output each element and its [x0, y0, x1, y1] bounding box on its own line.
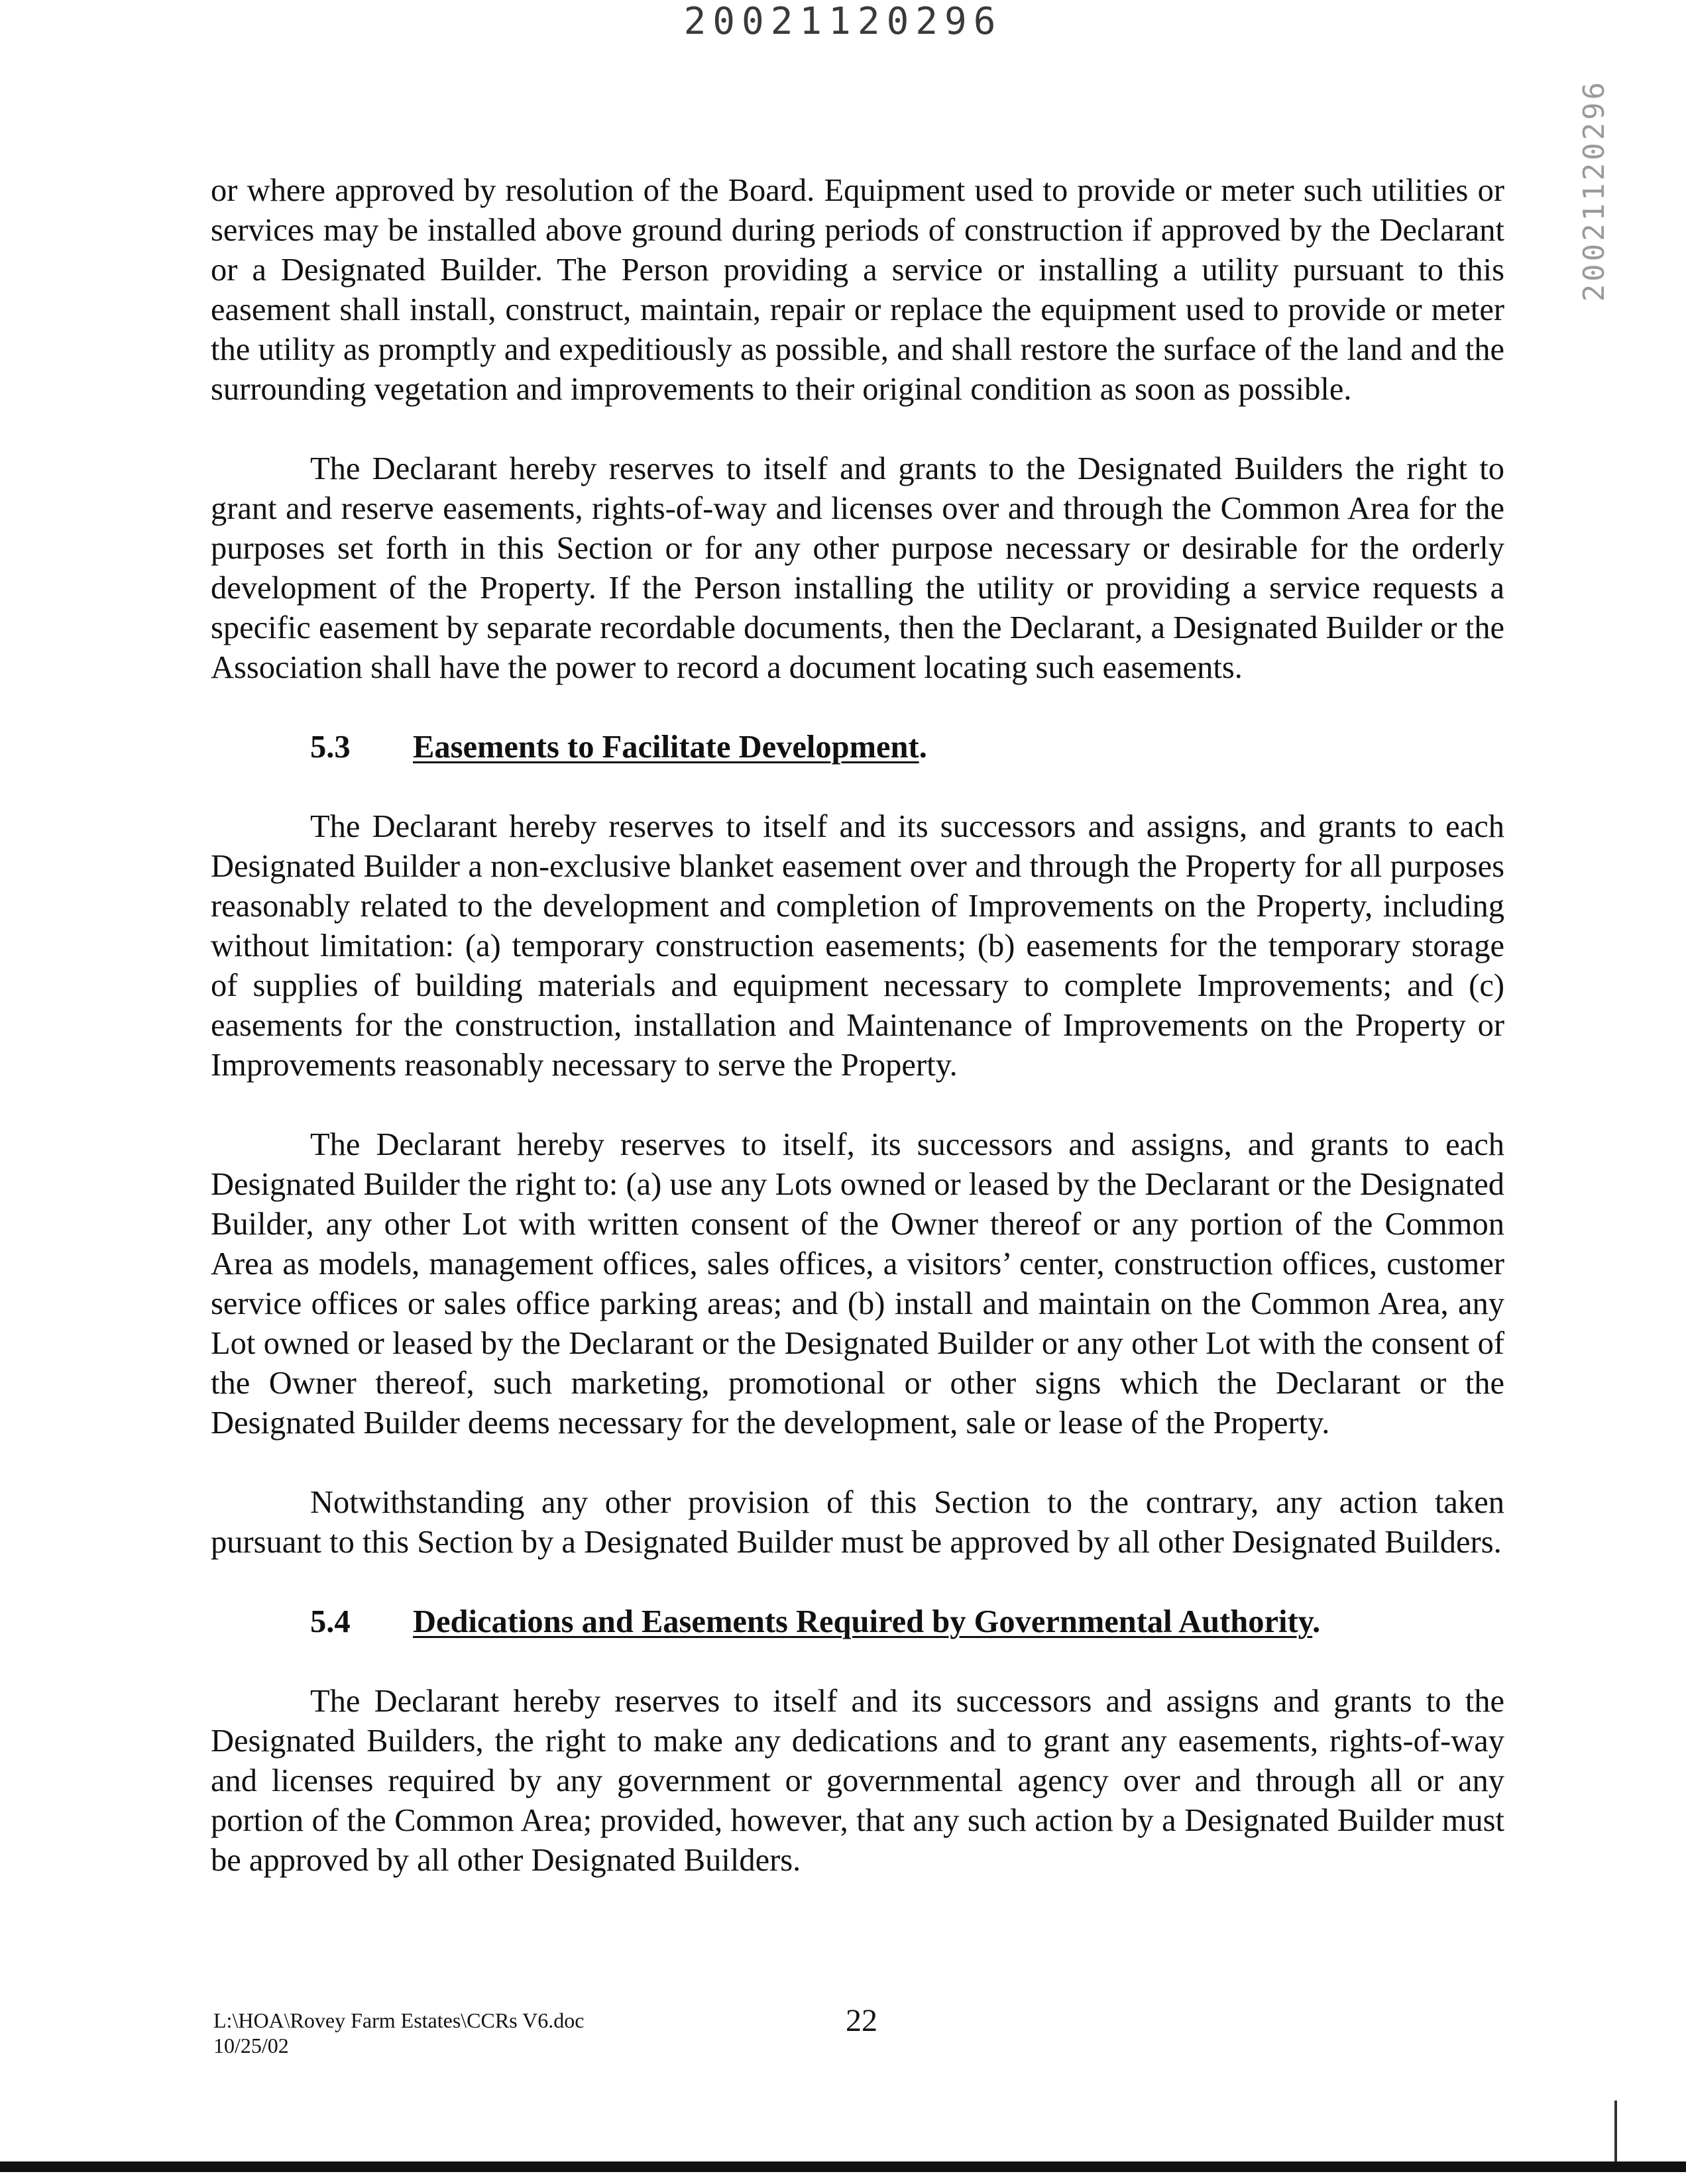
- section-title: Easements to Facilitate Development: [413, 730, 919, 765]
- section-number: 5.4: [310, 1604, 351, 1639]
- side-recording-stamp: [1577, 80, 1663, 302]
- page-number: 22: [846, 2003, 877, 2038]
- scan-bottom-border: [0, 2161, 1686, 2172]
- paragraph-dedications: The Declarant hereby reserves to itself and its successors and assigns and grants to the Designated Builders, the right to make any dedications and to grant any easements, rights-of-way and licenses required by any government or governmental agency over and through all or any portion of the Common Area; provided, however, that any such action by a Designated Builder must be approved by all other Designated Builders.: [211, 1684, 1504, 1878]
- document-number-header: 20021120296: [683, 0, 1003, 43]
- scan-margin-mark: [1614, 2101, 1617, 2161]
- section-5-3-heading: [211, 728, 1504, 767]
- paragraph-notwithstanding: Notwithstanding any other provision of this Section to the contrary, any action taken pursuant to this Section by a Designated Builder must be approved by all other Designated Builders.: [211, 1485, 1504, 1560]
- paragraph-blanket-easement: The Declarant hereby reserves to itself and its successors and assigns, and grants to each Designated Builder a non-exclusive blanket easement over and through the Property for all purposes reasonably related to the development and completion of Improvements on the Property, including without limitation: (a) temporary construction easements; (b) easements for the temporary storage of supplies of building materials and equipment necessary to complete Improvements; and (c) easements for the construction, installation and Maintenance of Improvements on the Property or Improvements reasonably necessary to serve the Property.: [211, 809, 1504, 1083]
- side-stamp-text: 20021120296: [1577, 80, 1611, 302]
- paragraph-continuation: or where approved by resolution of the Board. Equipment used to provide or meter such utilities or services may be installed above ground during periods of construction if approved by the Declarant or a Designated Builder. The Person providing a service or installing a utility pursuant to this easement shall install, construct, maintain, repair or replace the equipment used to provide or meter the utility as promptly and expeditiously as possible, and shall restore the surface of the land and the surrounding vegetation and improvements to their original condition as soon as possible.: [211, 173, 1504, 407]
- paragraph-reservation-easements: The Declarant hereby reserves to itself and grants to the Designated Builders the right to grant and reserve easements, rights-of-way and licenses over and through the Common Area for the purposes set forth in this Section or for any other purpose necessary or desirable for the orderly development of the Property. If the Person installing the utility or providing a service requests a specific easement by separate recordable documents, then the Declarant, a Designated Builder or the Association shall have the power to record a document locating such easements.: [211, 451, 1504, 685]
- section-number: 5.3: [310, 730, 351, 765]
- section-title-period: .: [919, 730, 927, 765]
- paragraph-models-signs: The Declarant hereby reserves to itself, its successors and assigns, and grants to each Designated Builder the right to: (a) use any Lots owned or leased by the Declarant or the Designated Builder, any other Lot with written consent of the Owner thereof or any portion of the Common Area as models, management offices, sales offices, a visitors’ center, construction offices, customer service offices or sales office parking areas; and (b) install and maintain on the Common Area, any Lot owned or leased by the Declarant or the Designated Builder or any other Lot with the consent of the Owner thereof, such marketing, promotional or other signs which the Declarant or the Designated Builder deems necessary for the development, sale or lease of the Property.: [211, 1127, 1504, 1441]
- footer-file-info: [213, 2008, 584, 2058]
- section-5-4-heading: [211, 1602, 1504, 1642]
- footer-date: 10/25/02: [213, 2034, 289, 2057]
- section-title: Dedications and Easements Required by Governmental Authority: [413, 1604, 1313, 1639]
- section-title-period: .: [1312, 1604, 1321, 1639]
- document-body: [211, 171, 1504, 1920]
- footer-file-path: L:\HOA\Rovey Farm Estates\CCRs V6.doc: [213, 2008, 585, 2032]
